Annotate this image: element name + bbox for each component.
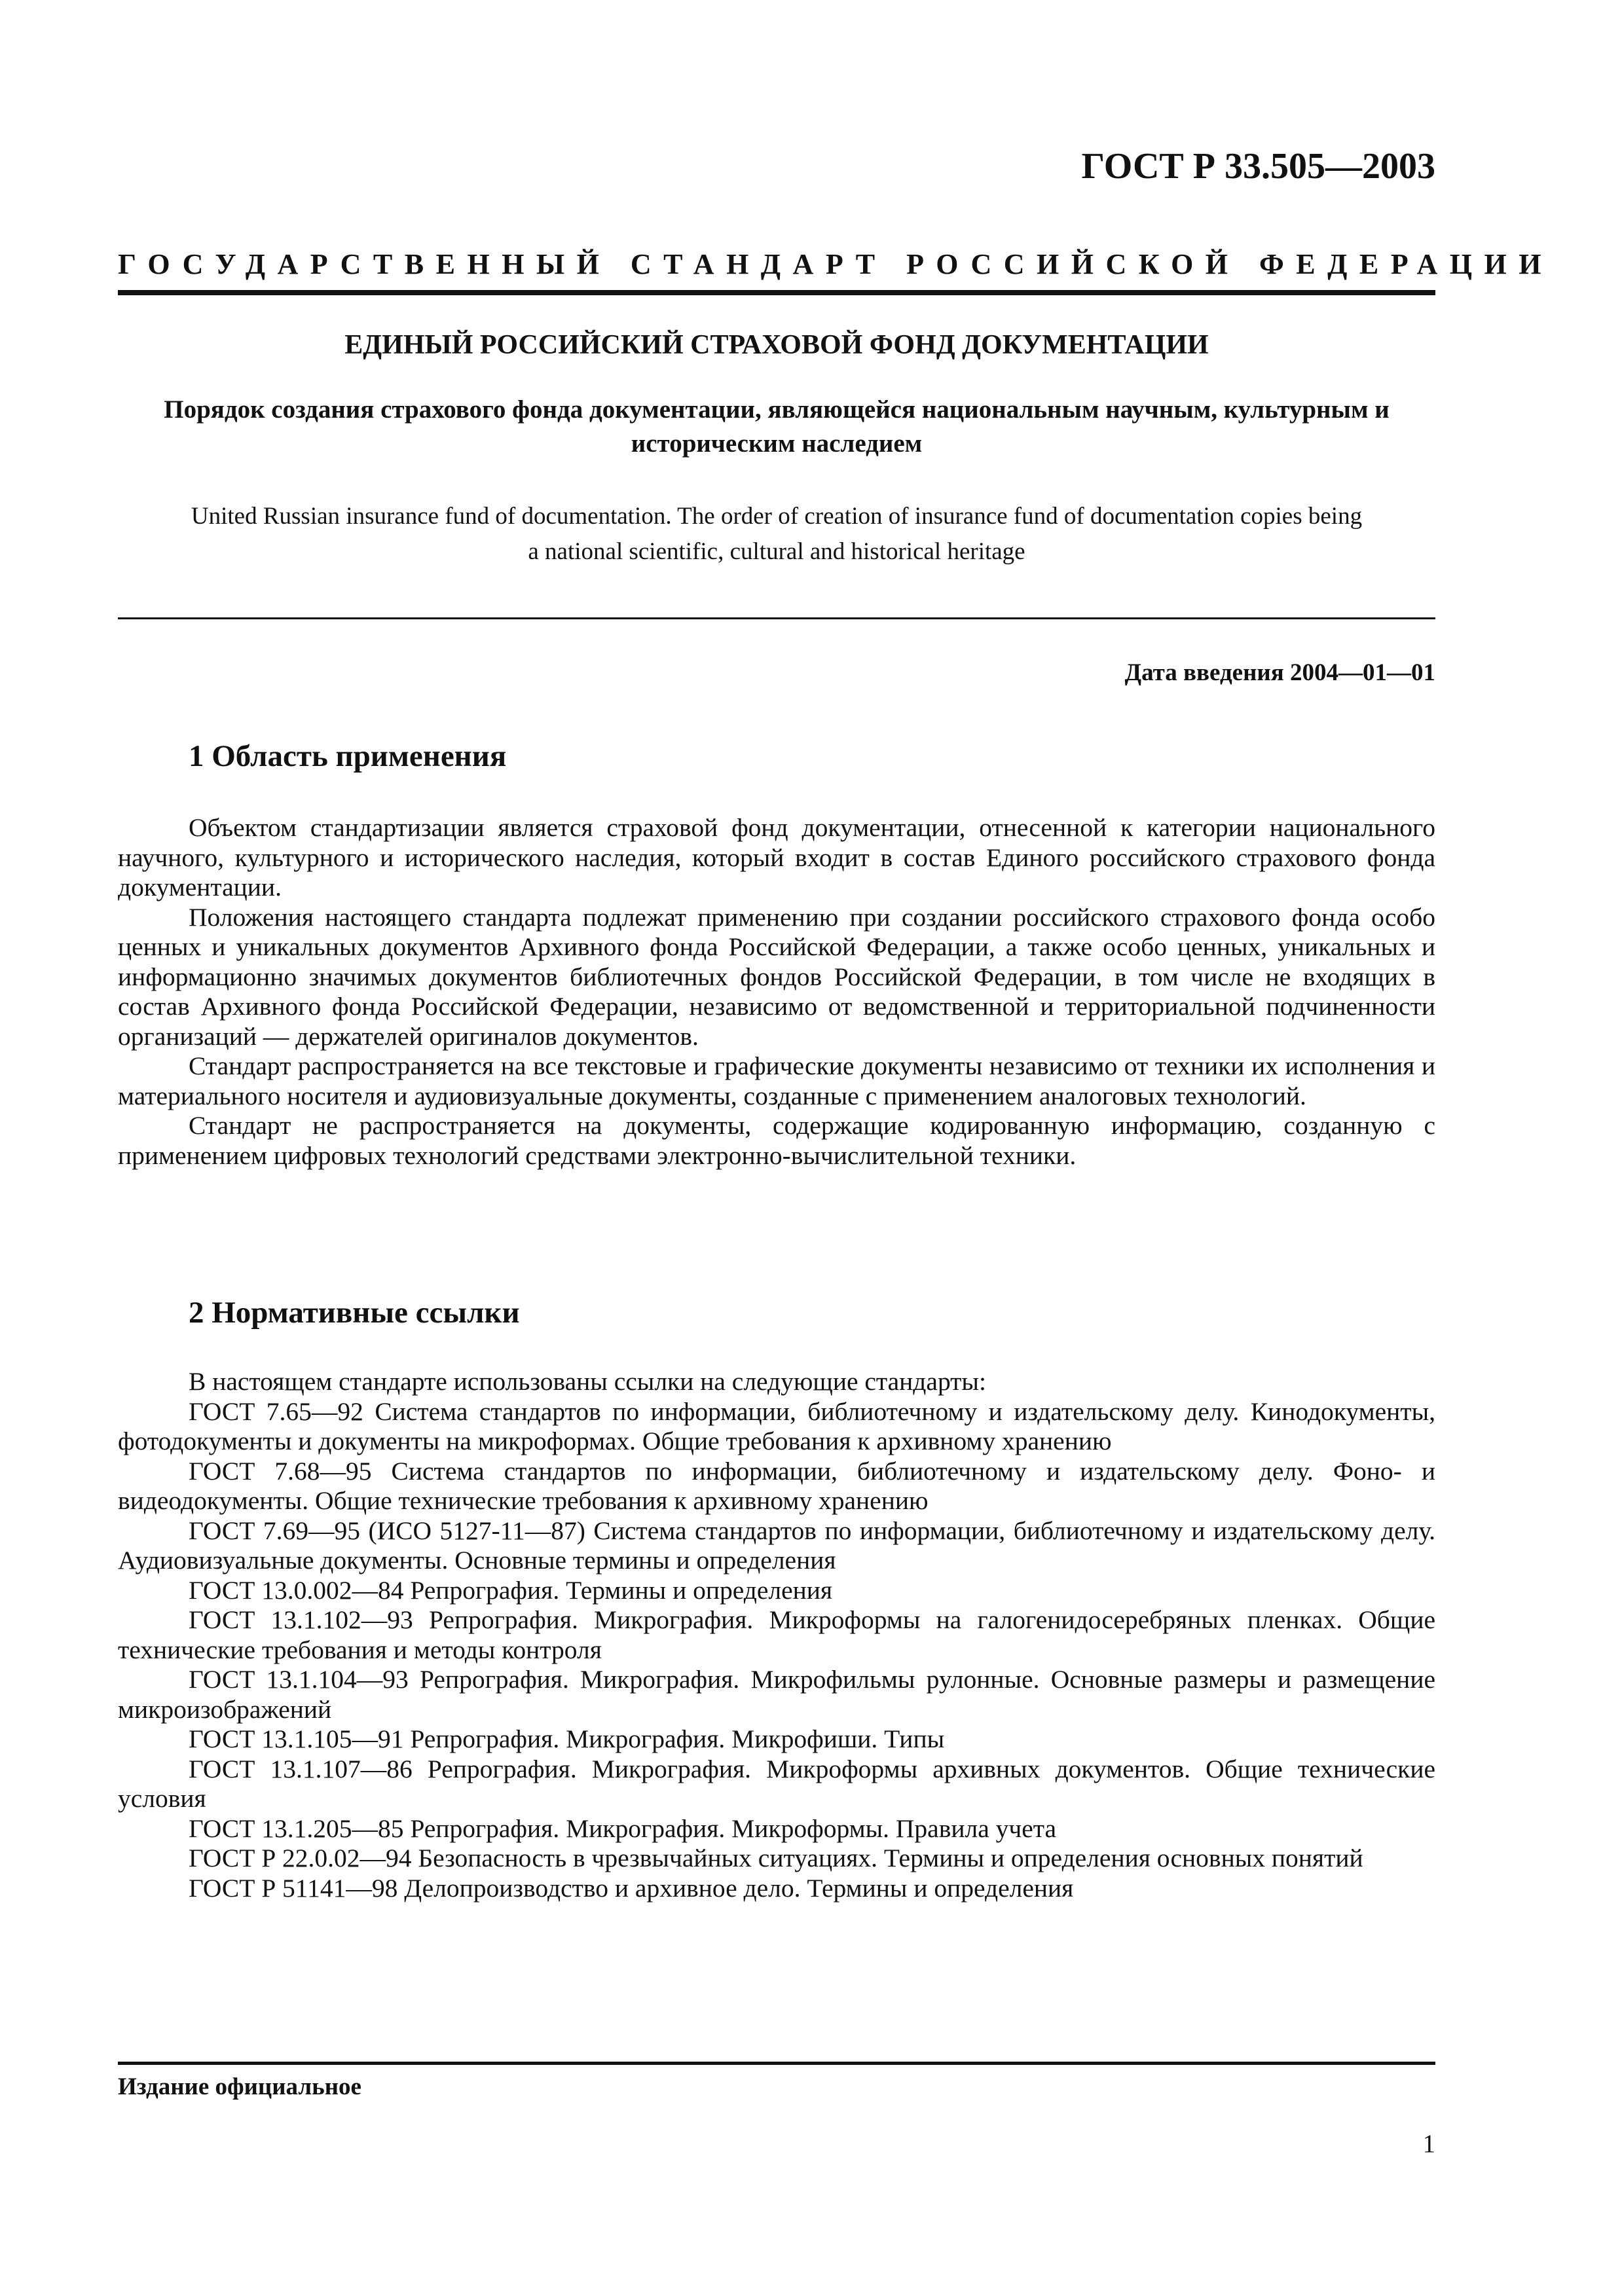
section-heading-scope: 1 Область применения — [189, 739, 507, 773]
reference-intro: В настоящем стандарте использованы ссылки на следующие стандарты: — [189, 1367, 986, 1396]
reference-item: ГОСТ 13.1.105—91 Репрография. Микрография. Микрофиши. Типы — [189, 1724, 945, 1753]
reference-item: ГОСТ 13.1.104—93 Репрография. Микрография. Микрофильмы рулонные. Основные размеры и размещение микроизображений — [118, 1665, 1435, 1724]
header-divider — [118, 290, 1435, 295]
section-heading-normative-references: 2 Нормативные ссылки — [189, 1296, 520, 1330]
reference-item: ГОСТ 7.65—92 Система стандартов по информации, библиотечному и издательскому делу. Кинодокументы, фотодокументы и документы на микроформах. Общие требования к архивному хранению — [118, 1396, 1435, 1455]
document-title: ЕДИНЫЙ РОССИЙСКИЙ СТРАХОВОЙ ФОНД ДОКУМЕНТАЦИИ — [344, 330, 1209, 360]
reference-item: ГОСТ 13.1.107—86 Репрография. Микрография. Микроформы архивных документов. Общие технические условия — [118, 1754, 1435, 1813]
document-subtitle-en: United Russian insurance fund of documentation. The order of creation of insurance fund of documentation copies being a national scientific, cultural and historical heritage — [191, 503, 1363, 565]
page-number: 1 — [1422, 2130, 1435, 2158]
reference-item: ГОСТ 13.1.102—93 Репрография. Микрография. Микроформы на галогенидосеребряных пленках. Общие технические требования и методы контроля — [118, 1605, 1435, 1664]
paragraph: Стандарт не распространяется на документы, содержащие кодированную информацию, созданную с применением цифровых технологий средствами электронно-вычислительной техники. — [118, 1111, 1435, 1170]
reference-item: ГОСТ Р 22.0.02—94 Безопасность в чрезвычайных ситуациях. Термины и определения основных понятий — [189, 1844, 1363, 1872]
state-standard-banner: ГОСУДАРСТВЕННЫЙ СТАНДАРТ РОССИЙСКОЙ ФЕДЕРАЦИИ — [118, 248, 1553, 280]
paragraph: Объектом стандартизации является страховой фонд документации, отнесенной к категории национального научного, культурного и исторического наследия, который входит в состав Единого российского страхового фонда документации. — [118, 813, 1435, 902]
reference-item: ГОСТ 13.1.205—85 Репрография. Микрография. Микроформы. Правила учета — [189, 1813, 1057, 1843]
title-divider — [118, 617, 1435, 619]
reference-item: ГОСТ Р 51141—98 Делопроизводство и архивное дело. Термины и определения — [189, 1873, 1074, 1903]
section-body-normative-references — [118, 1367, 1435, 1903]
section-body-scope — [118, 813, 1435, 1171]
introduction-date: Дата введения 2004—01—01 — [1124, 659, 1435, 686]
document-code: ГОСТ Р 33.505—2003 — [1081, 146, 1435, 187]
paragraph: Стандарт распространяется на все текстовые и графические документы независимо от техники их исполнения и материального носителя и аудиовизуальные документы, созданные с применением аналоговых технологий. — [118, 1051, 1435, 1110]
paragraph: Положения настоящего стандарта подлежат применению при создании российского страхового фонда особо ценных и уникальных документов Архивного фонда Российской Федерации, а также особо ценных, уникальных и информационно значимых документов библиотечных фондов Российской Федерации, в том числе не входящих в состав Архивного фонда Российской Федерации, независимо от ведомственной и территориальной подчиненности организаций — держателей оригиналов документов. — [118, 902, 1435, 1051]
reference-item: ГОСТ 7.69—95 (ИСО 5127-11—87) Система стандартов по информации, библиотечному и издательскому делу. Аудиовизуальные документы. Основные термины и определения — [118, 1516, 1435, 1575]
reference-item: ГОСТ 13.0.002—84 Репрография. Термины и определения — [189, 1575, 833, 1605]
footer-divider — [118, 2062, 1435, 2065]
reference-item: ГОСТ 7.68—95 Система стандартов по информации, библиотечному и издательскому делу. Фоно- и видеодокументы. Общие технические требования к архивному хранению — [118, 1456, 1435, 1515]
document-subtitle-ru: Порядок создания страхового фонда документации, являющейся национальным научным, культурным и историческим наследием — [164, 395, 1390, 458]
document-page — [118, 0, 1553, 2296]
edition-label: Издание официальное — [118, 2073, 361, 2100]
